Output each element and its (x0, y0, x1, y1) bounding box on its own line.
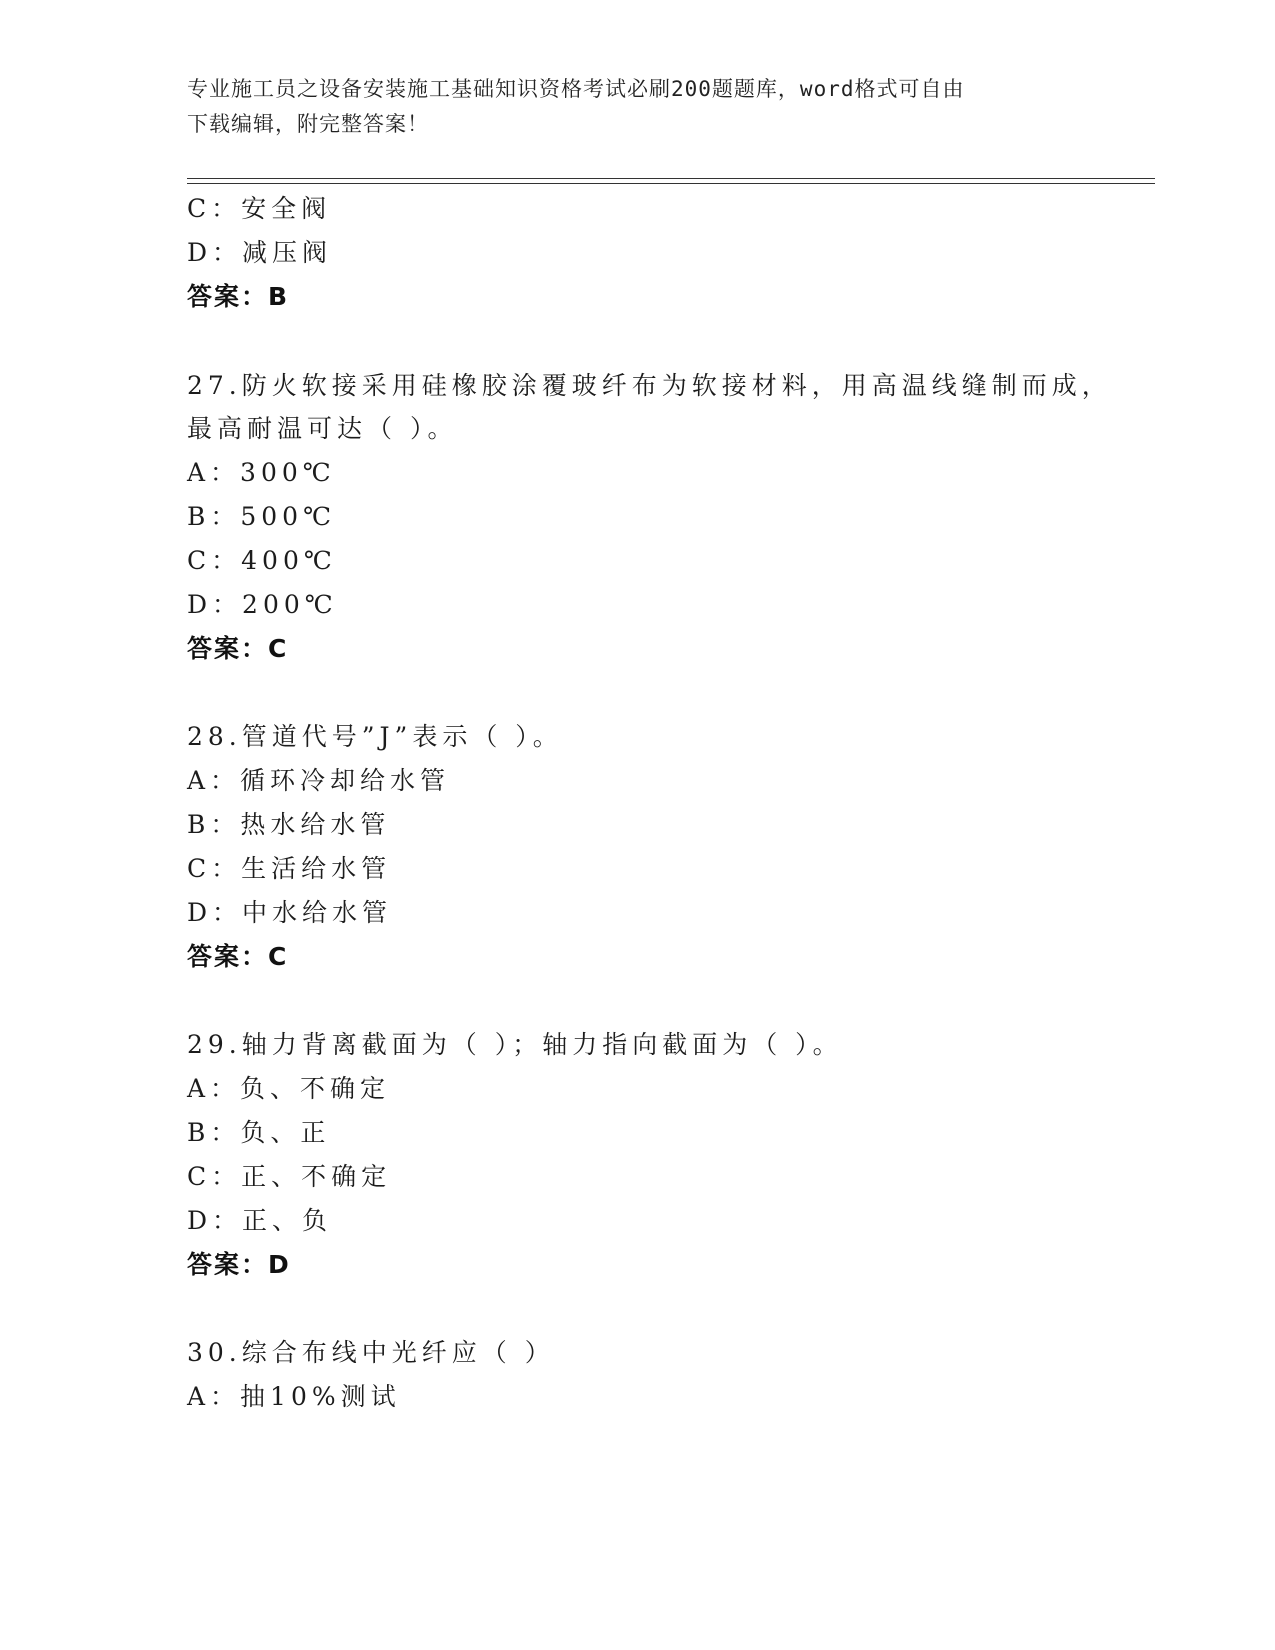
question-29-text: 29.轴力背离截面为（ ）；轴力指向截面为（ ）。 (187, 1030, 843, 1059)
option-d: D：200℃ (187, 590, 338, 619)
answer: 答案：B (187, 282, 290, 311)
option-a: A：300℃ (187, 458, 336, 487)
header-title-line-2: 下载编辑，附完整答案！ (187, 112, 429, 136)
option-d: D：中水给水管 (187, 898, 393, 927)
header-title-line-1: 专业施工员之设备安装施工基础知识资格考试必刷200题题库，word格式可自由 (187, 77, 965, 101)
answer: 答案：C (187, 942, 289, 971)
option-c: C：400℃ (187, 546, 337, 575)
option-c: C：正、不确定 (187, 1162, 392, 1191)
header-divider (187, 178, 1155, 184)
option-b: B：热水给水管 (187, 810, 391, 839)
option-d: D：减压阀 (187, 238, 333, 267)
option-a: A：负、不确定 (187, 1074, 391, 1103)
option-d: D：正、负 (187, 1206, 333, 1235)
option-b: B：负、正 (187, 1118, 331, 1147)
option-c: C：安全阀 (187, 194, 332, 223)
question-27-text-continued: 最高耐温可达（ ）。 (187, 414, 458, 443)
question-27-text: 27.防火软接采用硅橡胶涂覆玻纤布为软接材料，用高温线缝制而成， (187, 371, 1112, 400)
question-30-text: 30.综合布线中光纤应（ ） (187, 1338, 555, 1367)
page-header (187, 72, 1087, 142)
option-c: C：生活给水管 (187, 854, 392, 883)
option-a: A：循环冷却给水管 (187, 766, 451, 795)
option-a: A：抽10%测试 (187, 1382, 401, 1411)
answer: 答案：D (187, 1250, 291, 1279)
option-b: B：500℃ (187, 502, 337, 531)
answer: 答案：C (187, 634, 289, 663)
question-28-text: 28.管道代号”J”表示（ ）。 (187, 722, 563, 751)
